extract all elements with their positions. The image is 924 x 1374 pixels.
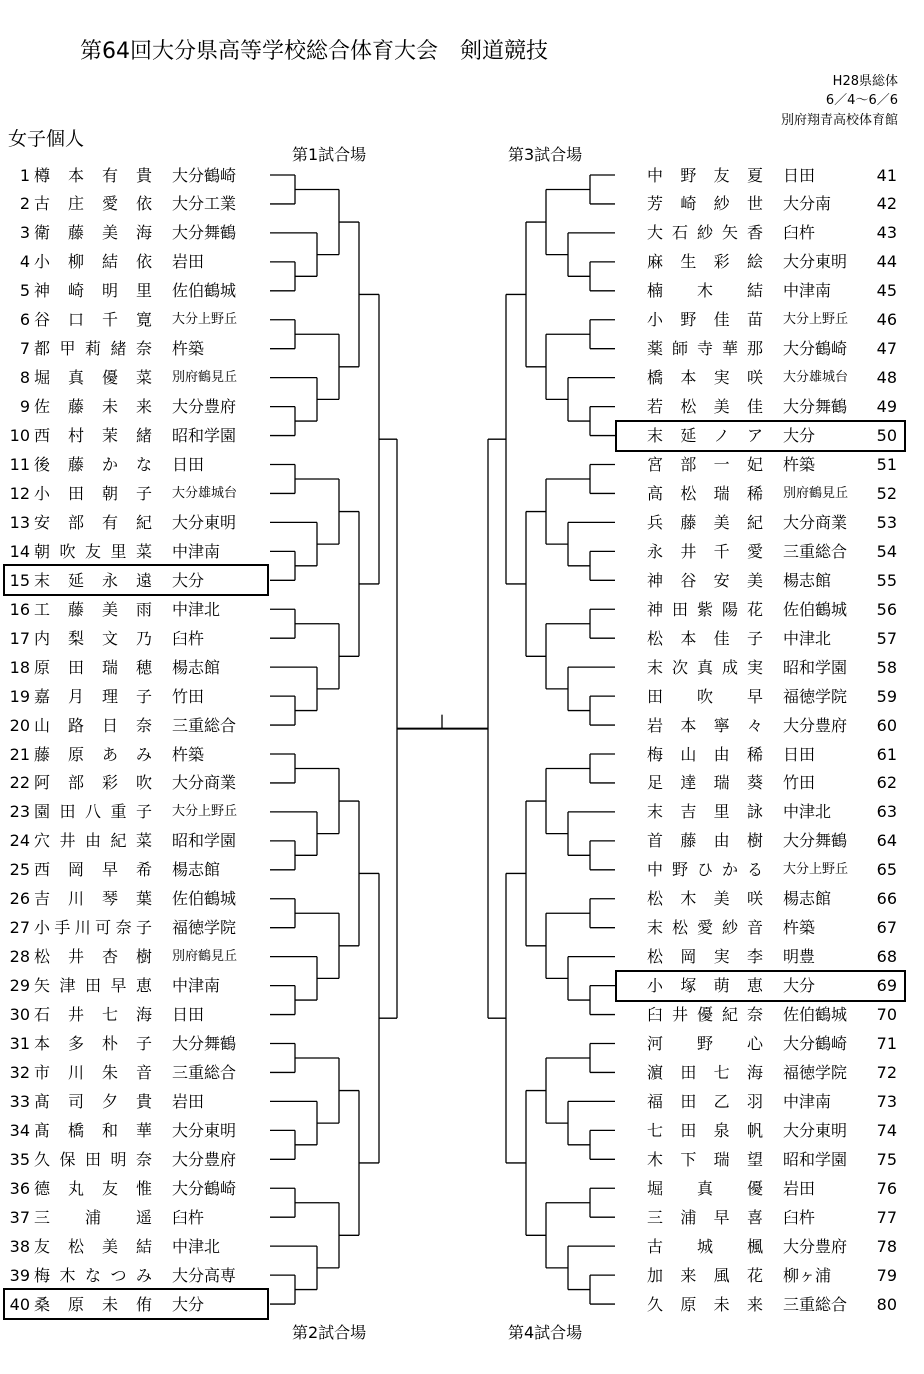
competitor-number: 57 bbox=[876, 628, 897, 648]
competitor-number: 75 bbox=[876, 1149, 897, 1169]
competitor-name: 木 下 瑞 望 bbox=[647, 1149, 763, 1169]
competitor-school: 昭和学園 bbox=[783, 657, 848, 677]
competitor-number: 55 bbox=[876, 570, 897, 590]
competitor-school: 臼杵 bbox=[783, 1207, 816, 1227]
competitor-number: 80 bbox=[876, 1294, 897, 1314]
competitor-name: 佐 藤 未 来 bbox=[34, 397, 152, 417]
competitor-name: 首 藤 由 樹 bbox=[647, 831, 763, 851]
competitor-school: 三重総合 bbox=[172, 1062, 237, 1082]
competitor-number: 31 bbox=[9, 1034, 30, 1053]
competitor-number: 56 bbox=[876, 599, 897, 619]
competitor-school: 杵築 bbox=[172, 339, 205, 359]
competitor-name: 山 路 日 奈 bbox=[34, 715, 152, 735]
competitor-school: 中津北 bbox=[783, 628, 832, 648]
competitor-name: 兵 藤 美 紀 bbox=[647, 512, 763, 532]
competitor-name: 市 川 朱 音 bbox=[34, 1062, 152, 1082]
competitor-school: 楊志館 bbox=[172, 860, 221, 880]
competitor-number: 71 bbox=[876, 1034, 897, 1053]
competitor-name: 梅 山 由 稀 bbox=[647, 744, 763, 764]
competitor-number: 38 bbox=[9, 1236, 30, 1256]
competitor-school: 大分舞鶴 bbox=[783, 397, 848, 417]
competitor-number: 6 bbox=[19, 310, 30, 330]
competitor-name: 石 井 七 海 bbox=[34, 1005, 152, 1025]
competitor-school: 杵築 bbox=[783, 918, 816, 938]
competitor-school: 岩田 bbox=[172, 252, 205, 272]
competitor-school: 大分上野丘 bbox=[783, 862, 849, 878]
competitor-school: 楊志館 bbox=[783, 889, 832, 909]
competitor-name: 古 庄 愛 依 bbox=[34, 194, 152, 214]
competitor-name: 薬 師 寺 華 那 bbox=[647, 339, 763, 359]
competitor-name: 足 達 瑞 葵 bbox=[647, 773, 763, 793]
competitor-school: 大分商業 bbox=[172, 773, 237, 793]
competitor-number: 35 bbox=[9, 1149, 30, 1169]
competitor-name: 小 塚 萌 恵 bbox=[647, 976, 763, 996]
competitor-number: 78 bbox=[876, 1236, 897, 1256]
competitor-name: 樽 本 有 貴 bbox=[34, 165, 152, 185]
competitor-number: 50 bbox=[876, 426, 897, 446]
competitor-school: 三重総合 bbox=[783, 541, 848, 561]
competitor-number: 49 bbox=[876, 397, 897, 417]
competitor-name: 岩 本 寧 々 bbox=[647, 715, 763, 735]
competitor-name: 小 柳 結 依 bbox=[34, 252, 152, 272]
competitor-school: 日田 bbox=[783, 744, 816, 764]
competitor-name: 髙 橋 和 華 bbox=[34, 1120, 152, 1140]
competitor-number: 53 bbox=[876, 512, 897, 532]
competitor-name: 宮 部 一 妃 bbox=[647, 455, 763, 474]
competitor-school: 臼杵 bbox=[172, 628, 205, 648]
competitor-name: 朝 吹 友 里 菜 bbox=[34, 541, 152, 561]
competitor-number: 61 bbox=[876, 744, 897, 764]
competitor-number: 8 bbox=[19, 368, 30, 388]
competitor-number: 44 bbox=[876, 252, 897, 272]
competitor-name: 三 浦 遥 bbox=[34, 1207, 152, 1227]
competitor-number: 65 bbox=[876, 860, 897, 880]
competitor-school: 昭和学園 bbox=[783, 1149, 848, 1169]
competitor-school: 大分豊府 bbox=[172, 397, 237, 417]
competitor-school: 杵築 bbox=[172, 744, 205, 764]
competitor-name: 西 岡 早 希 bbox=[34, 860, 152, 880]
competitor-school: 日田 bbox=[172, 1005, 205, 1025]
competitor-school: 三重総合 bbox=[783, 1294, 848, 1314]
competitor-number: 4 bbox=[19, 252, 30, 272]
competitor-name: 堀 真 優 菜 bbox=[34, 368, 152, 388]
competitor-number: 14 bbox=[9, 541, 30, 561]
competitor-name: 芳 崎 紗 世 bbox=[647, 194, 763, 214]
competitor-name: 末 吉 里 詠 bbox=[647, 802, 763, 822]
competitor-name: 吉 川 琴 葉 bbox=[34, 889, 152, 909]
competitor-number: 23 bbox=[9, 802, 30, 822]
event-venue: 別府翔青高校体育館 bbox=[780, 113, 898, 128]
competitor-school: 中津南 bbox=[783, 281, 832, 301]
competitor-number: 10 bbox=[9, 426, 30, 446]
competitor-school: 中津北 bbox=[783, 802, 832, 822]
competitor-number: 1 bbox=[19, 165, 30, 185]
competitor-school: 福徳学院 bbox=[783, 1062, 848, 1082]
competitor-number: 12 bbox=[9, 483, 30, 503]
competitor-school: 別府鶴見丘 bbox=[172, 949, 238, 965]
competitor-number: 47 bbox=[876, 339, 897, 359]
competitor-number: 64 bbox=[876, 831, 897, 851]
competitor-name: 松 本 佳 子 bbox=[647, 628, 763, 648]
competitor-number: 21 bbox=[9, 744, 30, 764]
competitor-name: 都 甲 莉 緒 奈 bbox=[34, 339, 152, 359]
competitor-name: 高 松 瑞 稀 bbox=[647, 483, 763, 503]
competitor-number: 22 bbox=[9, 773, 30, 793]
competitor-name: 園 田 八 重 子 bbox=[34, 802, 152, 822]
competitor-number: 51 bbox=[876, 455, 897, 474]
competitor-school: 福徳学院 bbox=[783, 686, 848, 706]
competitor-number: 3 bbox=[19, 223, 30, 243]
competitor-number: 13 bbox=[9, 512, 30, 532]
competitor-school: 佐伯鶴城 bbox=[783, 599, 848, 619]
court-3-label: 第3試合場 bbox=[508, 145, 583, 164]
court-4-label: 第4試合場 bbox=[508, 1323, 583, 1342]
competitor-number: 79 bbox=[876, 1265, 897, 1285]
competitor-school: 大分南 bbox=[783, 194, 832, 214]
competitor-number: 59 bbox=[876, 686, 897, 706]
competitor-school: 楊志館 bbox=[783, 570, 832, 590]
court-1-label: 第1試合場 bbox=[292, 145, 367, 164]
competitor-name: 小 田 朝 子 bbox=[34, 483, 152, 503]
competitor-name: 臼 井 優 紀 奈 bbox=[647, 1005, 763, 1025]
competitor-name: 德 丸 友 惟 bbox=[34, 1178, 152, 1198]
competitor-name: 衛 藤 美 海 bbox=[34, 223, 152, 243]
competitor-name: 橋 本 実 咲 bbox=[647, 368, 763, 388]
competitor-number: 27 bbox=[9, 918, 30, 938]
competitor-school: 大分鶴崎 bbox=[783, 1034, 848, 1053]
competitor-school: 大分工業 bbox=[172, 194, 237, 214]
competitor-school: 中津北 bbox=[172, 1236, 221, 1256]
competitor-school: 大分商業 bbox=[783, 512, 848, 532]
competitor-school: 大分東明 bbox=[783, 1120, 848, 1140]
competitor-school: 大分上野丘 bbox=[172, 804, 238, 820]
competitor-name: 中 野 ひ か る bbox=[647, 860, 763, 880]
competitor-number: 39 bbox=[9, 1265, 30, 1285]
competitor-number: 52 bbox=[876, 483, 897, 503]
competitor-school: 中津南 bbox=[783, 1091, 832, 1111]
competitor-school: 大分 bbox=[783, 426, 816, 446]
competitor-school: 大分鶴崎 bbox=[172, 1178, 237, 1198]
competitor-name: 末 松 愛 紗 音 bbox=[647, 918, 763, 938]
competitor-name: 末 次 真 成 実 bbox=[647, 657, 763, 677]
competitor-number: 36 bbox=[9, 1178, 30, 1198]
competitor-name: 阿 部 彩 吹 bbox=[34, 773, 152, 793]
competitor-school: 別府鶴見丘 bbox=[783, 485, 849, 501]
competitor-school: 日田 bbox=[783, 165, 816, 185]
page-title: 第64回大分県高等学校総合体育大会 剣道競技 bbox=[80, 39, 548, 64]
competitor-school: 佐伯鶴城 bbox=[172, 889, 237, 909]
competitor-school: 三重総合 bbox=[172, 715, 237, 735]
competitor-number: 15 bbox=[9, 570, 30, 590]
competitor-number: 29 bbox=[9, 976, 30, 996]
competitor-name: 神 谷 安 美 bbox=[647, 570, 763, 590]
competitor-number: 66 bbox=[876, 889, 897, 909]
competitor-name: 中 野 友 夏 bbox=[647, 165, 763, 185]
competitor-number: 73 bbox=[876, 1091, 897, 1111]
competitor-number: 34 bbox=[9, 1120, 30, 1140]
competitor-school: 福徳学院 bbox=[172, 918, 237, 938]
competitor-number: 48 bbox=[876, 368, 897, 388]
competitor-name: 河 野 心 bbox=[647, 1034, 763, 1053]
competitor-name: 小 手 川 可 奈 子 bbox=[34, 918, 152, 938]
competitor-number: 41 bbox=[876, 165, 897, 185]
event-dates: 6／4～6／6 bbox=[825, 93, 898, 108]
competitor-number: 33 bbox=[9, 1091, 30, 1111]
competitor-school: 佐伯鶴城 bbox=[783, 1005, 848, 1025]
competitor-number: 70 bbox=[876, 1005, 897, 1025]
competitor-number: 76 bbox=[876, 1178, 897, 1198]
competitor-name: 谷 口 千 寛 bbox=[34, 310, 152, 330]
competitor-name: 穴 井 由 紀 菜 bbox=[34, 831, 152, 851]
competitor-number: 9 bbox=[19, 397, 30, 417]
competitor-school: 大分鶴崎 bbox=[172, 165, 237, 185]
court-2-label: 第2試合場 bbox=[292, 1323, 367, 1342]
competitor-number: 20 bbox=[9, 715, 30, 735]
competitor-name: 久 保 田 明 奈 bbox=[34, 1149, 152, 1169]
event-name: H28県総体 bbox=[832, 74, 898, 89]
competitor-name: 嘉 月 理 子 bbox=[34, 686, 152, 706]
competitor-number: 28 bbox=[9, 947, 30, 967]
competitor-number: 24 bbox=[9, 831, 30, 851]
competitor-number: 11 bbox=[9, 455, 30, 474]
competitor-name: 藤 原 あ み bbox=[34, 744, 152, 764]
competitor-school: 明豊 bbox=[783, 947, 816, 967]
competitor-number: 18 bbox=[9, 657, 30, 677]
competitor-school: 大分豊府 bbox=[783, 1236, 848, 1256]
competitor-number: 40 bbox=[9, 1294, 30, 1314]
competitor-school: 大分舞鶴 bbox=[783, 831, 848, 851]
competitor-number: 7 bbox=[19, 339, 30, 359]
competitor-name: 矢 津 田 早 恵 bbox=[34, 976, 152, 996]
competitor-school: 岩田 bbox=[783, 1178, 816, 1198]
competitor-school: 昭和学園 bbox=[172, 831, 237, 851]
competitor-name: 松 岡 実 李 bbox=[647, 947, 763, 967]
competitor-number: 17 bbox=[9, 628, 30, 648]
competitor-school: 臼杵 bbox=[172, 1207, 205, 1227]
competitor-name: 七 田 泉 帆 bbox=[647, 1120, 763, 1140]
competitor-school: 大分雄城台 bbox=[783, 370, 849, 386]
competitor-name: 内 梨 文 乃 bbox=[34, 628, 152, 648]
competitor-school: 大分 bbox=[172, 570, 205, 590]
competitor-name: 本 多 朴 子 bbox=[34, 1034, 152, 1053]
competitor-school: 大分東明 bbox=[172, 512, 237, 532]
competitor-school: 大分豊府 bbox=[783, 715, 848, 735]
competitor-number: 74 bbox=[876, 1120, 897, 1140]
competitor-school: 大分雄城台 bbox=[172, 485, 238, 501]
competitor-school: 大分 bbox=[172, 1294, 205, 1314]
competitor-name: 楠 木 結 bbox=[647, 281, 763, 301]
competitor-name: 麻 生 彩 絵 bbox=[647, 252, 763, 272]
competitor-number: 46 bbox=[876, 310, 897, 330]
competitor-number: 72 bbox=[876, 1062, 897, 1082]
competitor-number: 2 bbox=[19, 194, 30, 214]
competitor-name: 神 崎 明 里 bbox=[34, 281, 152, 301]
competitor-number: 62 bbox=[876, 773, 897, 793]
competitor-school: 大分舞鶴 bbox=[172, 223, 237, 243]
competitor-school: 大分上野丘 bbox=[783, 312, 849, 328]
competitor-school: 中津南 bbox=[172, 976, 221, 996]
competitor-name: 濵 田 七 海 bbox=[647, 1062, 763, 1082]
competitor-number: 58 bbox=[876, 657, 897, 677]
competitor-number: 26 bbox=[9, 889, 30, 909]
competitor-name: 西 村 茉 緒 bbox=[34, 426, 152, 446]
competitor-number: 5 bbox=[19, 281, 30, 301]
competitor-name: 古 城 楓 bbox=[647, 1236, 763, 1256]
competitor-name: 久 原 未 来 bbox=[647, 1294, 763, 1314]
competitor-number: 54 bbox=[876, 541, 897, 561]
competitor-name: 後 藤 か な bbox=[34, 455, 152, 474]
competitor-number: 69 bbox=[876, 976, 897, 996]
competitor-school: 中津北 bbox=[172, 599, 221, 619]
competitor-name: 堀 真 優 bbox=[647, 1178, 763, 1198]
competitor-school: 大分東明 bbox=[783, 252, 848, 272]
competitor-name: 永 井 千 愛 bbox=[647, 541, 763, 561]
competitor-school: 大分 bbox=[783, 976, 816, 996]
competitor-school: 別府鶴見丘 bbox=[172, 370, 238, 386]
competitor-school: 大分上野丘 bbox=[172, 312, 238, 328]
competitor-number: 68 bbox=[876, 947, 897, 967]
competitor-number: 25 bbox=[9, 860, 30, 880]
competitor-name: 桑 原 未 侑 bbox=[34, 1294, 152, 1314]
competitor-school: 大分鶴崎 bbox=[783, 339, 848, 359]
competitor-school: 中津南 bbox=[172, 541, 221, 561]
competitor-school: 杵築 bbox=[783, 455, 816, 474]
competitor-name: 大 石 紗 矢 香 bbox=[647, 223, 763, 243]
competitor-school: 岩田 bbox=[172, 1091, 205, 1111]
competitor-name: 若 松 美 佳 bbox=[647, 397, 763, 417]
category-label: 女子個人 bbox=[8, 128, 85, 150]
competitor-school: 竹田 bbox=[172, 686, 205, 706]
competitor-name: 梅 木 な つ み bbox=[34, 1265, 152, 1285]
competitor-number: 37 bbox=[9, 1207, 30, 1227]
competitor-school: 昭和学園 bbox=[172, 426, 237, 446]
competitor-number: 60 bbox=[876, 715, 897, 735]
competitor-school: 佐伯鶴城 bbox=[172, 281, 237, 301]
competitor-name: 末 延 ノ ア bbox=[647, 426, 763, 446]
competitor-number: 77 bbox=[876, 1207, 897, 1227]
competitor-number: 30 bbox=[9, 1005, 30, 1025]
competitor-name: 末 延 永 遠 bbox=[34, 570, 152, 590]
competitor-name: 三 浦 早 喜 bbox=[647, 1207, 763, 1227]
competitor-name: 福 田 乙 羽 bbox=[647, 1091, 763, 1111]
competitor-number: 16 bbox=[9, 599, 30, 619]
competitor-name: 工 藤 美 雨 bbox=[34, 599, 152, 619]
competitor-school: 日田 bbox=[172, 455, 205, 474]
competitor-name: 神 田 紫 陽 花 bbox=[647, 599, 763, 619]
competitor-name: 松 井 杏 樹 bbox=[34, 947, 152, 967]
competitor-name: 友 松 美 結 bbox=[34, 1236, 152, 1256]
competitor-school: 大分舞鶴 bbox=[172, 1034, 237, 1053]
competitor-name: 髙 司 夕 貴 bbox=[34, 1091, 152, 1111]
competitor-school: 大分高専 bbox=[172, 1265, 237, 1285]
competitor-number: 67 bbox=[876, 918, 897, 938]
competitor-school: 大分東明 bbox=[172, 1120, 237, 1140]
competitor-number: 63 bbox=[876, 802, 897, 822]
competitor-number: 32 bbox=[9, 1062, 30, 1082]
competitor-name: 小 野 佳 苗 bbox=[647, 310, 763, 330]
competitor-name: 田 吹 早 bbox=[647, 686, 763, 706]
competitor-school: 臼杵 bbox=[783, 223, 816, 243]
competitor-name: 安 部 有 紀 bbox=[34, 512, 152, 532]
competitor-school: 竹田 bbox=[783, 773, 816, 793]
competitor-school: 大分豊府 bbox=[172, 1149, 237, 1169]
competitor-number: 43 bbox=[876, 223, 897, 243]
competitor-number: 45 bbox=[876, 281, 897, 301]
competitor-name: 原 田 瑞 穂 bbox=[34, 657, 152, 677]
competitor-number: 42 bbox=[876, 194, 897, 214]
competitor-school: 楊志館 bbox=[172, 657, 221, 677]
competitor-name: 加 来 風 花 bbox=[647, 1265, 763, 1285]
competitor-school: 柳ヶ浦 bbox=[783, 1265, 832, 1285]
competitor-name: 松 木 美 咲 bbox=[647, 889, 763, 909]
competitor-number: 19 bbox=[9, 686, 30, 706]
